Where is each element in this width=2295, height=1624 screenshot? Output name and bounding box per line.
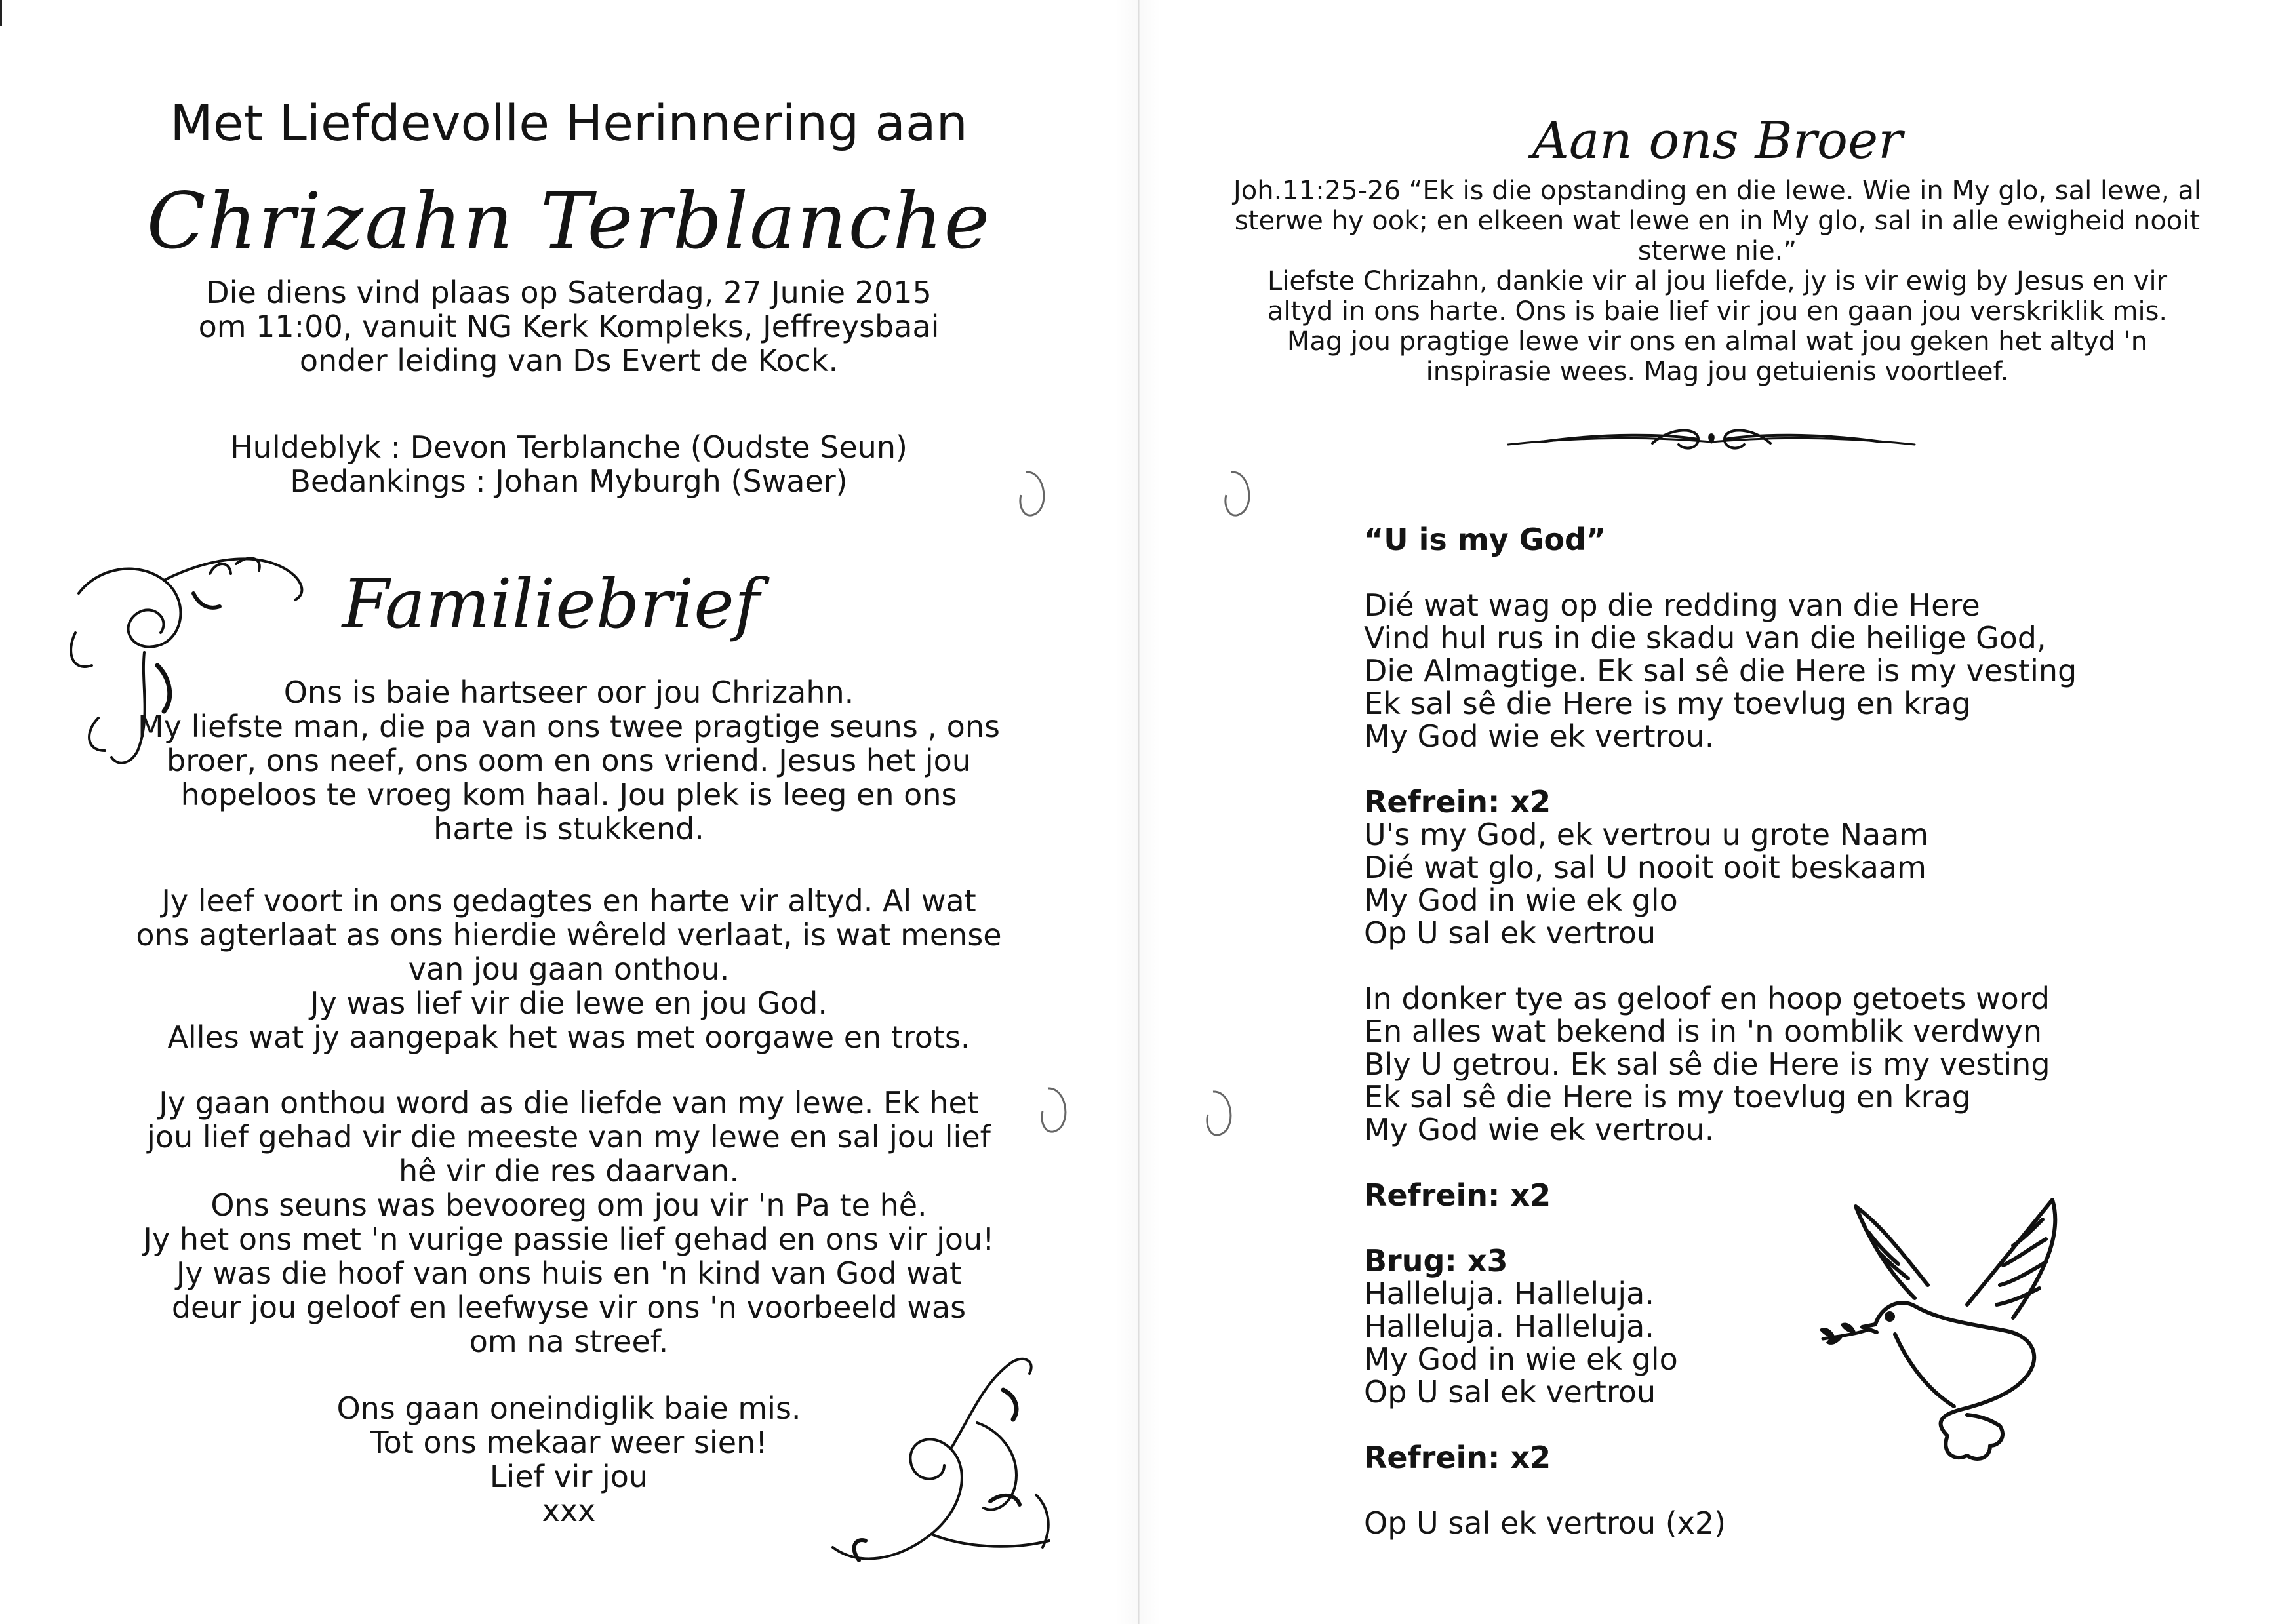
closing-line: Lief vir jou	[489, 1459, 649, 1494]
message-line: sterwe hy ook; en elkeen wat lewe en in My glo, sal in alle ewigheid nooit	[1234, 206, 2201, 236]
lyric-line: Bly U getrou. Ek sal sê die Here is my vesting	[1364, 1046, 2050, 1082]
letter-line: jou lief gehad vir die meeste van my lewe en sal jou lief	[147, 1119, 991, 1155]
service-details	[0, 275, 1138, 378]
refrain-label: Refrein: x2	[1364, 784, 1551, 820]
letter-line: Jy was lief vir die lewe en jou God.	[310, 985, 828, 1021]
message-line: sterwe nie.”	[1637, 236, 1797, 266]
punch-hole-icon	[1218, 465, 1256, 521]
lyric-line: Ek sal sê die Here is my toevlug en krag	[1364, 686, 1971, 721]
message-line: Mag jou pragtige lewe vir ons en almal wat jou geken het altyd 'n	[1287, 327, 2148, 357]
lyric-line: Dié wat wag op die redding van die Here	[1364, 587, 1980, 623]
letter-line: ons agterlaat as ons hierdie wêreld verlaat, is wat mense	[136, 917, 1002, 953]
refrain-label: Refrein: x2	[1364, 1440, 1551, 1475]
service-line: Die diens vind plaas op Saterdag, 27 Junie 2015	[206, 275, 932, 310]
service-line: onder leiding van Ds Evert de Kock.	[299, 343, 839, 378]
lyric-line: In donker tye as geloof en hoop getoets word	[1364, 981, 2050, 1016]
letter-line: hê vir die res daarvan.	[399, 1153, 739, 1189]
tribute-line: Bedankings : Johan Myburgh (Swaer)	[290, 464, 848, 499]
punch-hole-icon	[1013, 465, 1051, 521]
letter-line: deur jou geloof en leefwyse vir ons 'n voorbeeld was	[171, 1290, 967, 1325]
scripture-and-message	[1140, 176, 2295, 387]
scroll-divider-icon	[1502, 420, 1921, 459]
flourish-ornament-icon	[820, 1351, 1069, 1574]
closing-line: xxx	[542, 1493, 596, 1528]
letter-paragraph-1	[0, 675, 1138, 846]
punch-hole-icon	[1200, 1085, 1238, 1140]
message-line: inspirasie wees. Mag jou getuienis voortleef.	[1426, 357, 2009, 387]
letter-line: Jy het ons met 'n vurige passie lief gehad en ons vir jou!	[143, 1221, 995, 1257]
lyric-line: Op U sal ek vertrou (x2)	[1364, 1505, 1726, 1541]
lyric-line: Halleluja. Halleluja.	[1364, 1276, 1654, 1311]
letter-line: broer, ons neef, ons oom en ons vriend. Jesus het jou	[167, 743, 971, 778]
punch-hole-icon	[1035, 1082, 1073, 1137]
letter-line: Alles wat jy aangepak het was met oorgawe en trots.	[167, 1020, 970, 1055]
lyric-line: Ek sal sê die Here is my toevlug en krag	[1364, 1079, 1971, 1115]
letter-line: Ons seuns was bevooreg om jou vir 'n Pa te hê.	[210, 1187, 927, 1223]
letter-title: Familiebrief	[342, 564, 760, 644]
dove-with-olive-branch-icon	[1816, 1193, 2092, 1469]
lyric-line: My God in wie ek glo	[1364, 1341, 1678, 1377]
tribute-details	[0, 430, 1138, 498]
lyric-line: My God wie ek vertrou.	[1364, 1112, 1715, 1147]
deceased-name: Chrizahn Terblanche	[146, 176, 991, 266]
lyric-line: Die Almagtige. Ek sal sê die Here is my vesting	[1364, 653, 2077, 688]
lyric-line: U's my God, ek vertrou u grote Naam	[1364, 817, 1929, 852]
letter-line: hopeloos te vroeg kom haal. Jou plek is leeg en ons	[180, 777, 957, 812]
letter-line: Ons is baie hartseer oor jou Chrizahn.	[283, 675, 854, 710]
tribute-line: Huldeblyk : Devon Terblanche (Oudste Seun)	[230, 429, 908, 465]
bridge-label: Brug: x3	[1364, 1243, 1508, 1278]
closing-line: Tot ons mekaar weer sien!	[370, 1425, 768, 1460]
letter-line: Jy gaan onthou word as die liefde van my lewe. Ek het	[159, 1085, 979, 1120]
letter-paragraph-2	[0, 884, 1138, 1054]
letter-line: van jou gaan onthou.	[408, 951, 730, 987]
lyric-line: Halleluja. Halleluja.	[1364, 1309, 1654, 1344]
refrain-label: Refrein: x2	[1364, 1178, 1551, 1213]
song-title: “U is my God”	[1364, 522, 1606, 557]
left-page	[0, 0, 1138, 1624]
letter-line: harte is stukkend.	[433, 811, 704, 846]
lyric-line: Dié wat glo, sal U nooit ooit beskaam	[1364, 850, 1926, 885]
lyric-line: My God in wie ek glo	[1364, 882, 1678, 918]
letter-line: Jy leef voort in ons gedagtes en harte vir altyd. Al wat	[161, 883, 976, 919]
letter-line: Jy was die hoof van ons huis en 'n kind van God wat	[176, 1256, 962, 1291]
memorial-heading: Met Liefdevolle Herinnering aan	[170, 94, 968, 152]
letter-line: My liefste man, die pa van ons twee pragtige seuns , ons	[138, 709, 1000, 744]
right-title: Aan ons Broer	[1532, 111, 1903, 170]
service-line: om 11:00, vanuit NG Kerk Kompleks, Jeffreysbaai	[198, 309, 940, 344]
letter-line: om na streef.	[469, 1324, 669, 1359]
lyric-line: Op U sal ek vertrou	[1364, 1374, 1656, 1410]
message-line: Joh.11:25-26 “Ek is die opstanding en die lewe. Wie in My glo, sal lewe, al	[1233, 176, 2202, 206]
lyric-line: Op U sal ek vertrou	[1364, 915, 1656, 951]
message-line: Liefste Chrizahn, dankie vir al jou liefde, jy is vir ewig by Jesus en vir	[1267, 266, 2168, 296]
letter-paragraph-3	[0, 1086, 1138, 1358]
lyric-line: My God wie ek vertrou.	[1364, 719, 1715, 754]
lyric-line: Vind hul rus in die skadu van die heilige God,	[1364, 620, 2046, 656]
closing-line: Ons gaan oneindiglik baie mis.	[336, 1391, 801, 1426]
lyric-line: En alles wat bekend is in 'n oomblik verdwyn	[1364, 1014, 2043, 1049]
message-line: altyd in ons harte. Ons is baie lief vir jou en gaan jou verskriklik mis.	[1267, 296, 2168, 327]
